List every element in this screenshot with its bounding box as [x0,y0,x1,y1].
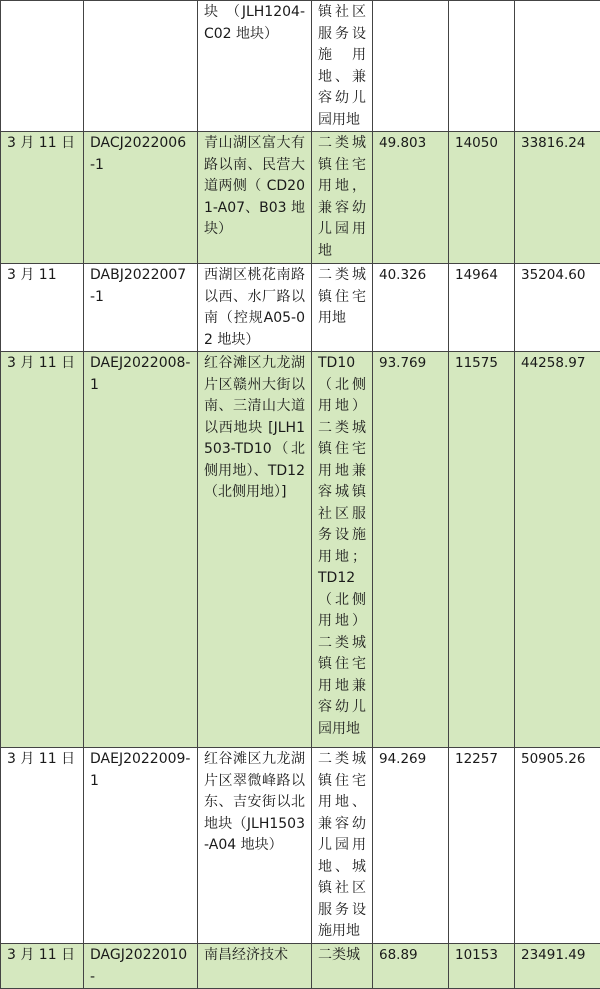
table-row [1,748,600,944]
area-cell: 49.803 [373,132,449,264]
location-cell: 红谷滩区九龙湖片区赣州大街以南、三清山大道以西地块 [JLH1503-TD10（北侧用地）、TD12（北侧用地）] [198,352,312,748]
location-cell: 红谷滩区九龙湖片区翠微峰路以东、吉安街以北地块（JLH1503-A04 地块） [198,748,312,944]
code-cell [84,1,198,132]
total-price-cell [515,1,600,132]
area-cell: 68.89 [373,944,449,989]
land-use-cell: 二类城 [312,944,373,989]
table-body [1,1,600,989]
unit-price-cell [449,1,515,132]
date-cell: 3 月 11 [1,264,84,352]
total-price-cell: 35204.60 [515,264,600,352]
date-cell [1,1,84,132]
table-row [1,352,600,748]
unit-price-cell: 11575 [449,352,515,748]
land-use-cell: 二类城镇住宅用地，兼容幼儿园用地 [312,132,373,264]
unit-price-cell: 14050 [449,132,515,264]
date-cell: 3 月 11 日 [1,748,84,944]
code-cell: DABJ2022007-1 [84,264,198,352]
land-use-cell: TD10 （北侧用地）二类城镇住宅用地兼容城镇社区服务设施用地；TD12 （北侧用地）二类城镇住宅用地兼容幼儿园用地 [312,352,373,748]
location-cell: 南昌经济技术 [198,944,312,989]
total-price-cell: 44258.97 [515,352,600,748]
area-cell: 94.269 [373,748,449,944]
code-cell: DAGJ2022010- [84,944,198,989]
unit-price-cell: 14964 [449,264,515,352]
area-cell [373,1,449,132]
unit-price-cell: 10153 [449,944,515,989]
location-cell: 块 （JLH1204-C02 地块） [198,1,312,132]
table-row [1,944,600,989]
date-cell: 3 月 11 日 [1,352,84,748]
code-cell: DACJ2022006-1 [84,132,198,264]
table-row [1,1,600,132]
date-cell: 3 月 11 日 [1,944,84,989]
total-price-cell: 33816.24 [515,132,600,264]
area-cell: 93.769 [373,352,449,748]
table-row [1,264,600,352]
unit-price-cell: 12257 [449,748,515,944]
code-cell: DAEJ2022008-1 [84,352,198,748]
location-cell: 青山湖区富大有路以南、民营大道两侧（ CD201-A07、B03 地块） [198,132,312,264]
total-price-cell: 50905.26 [515,748,600,944]
date-cell: 3 月 11 日 [1,132,84,264]
area-cell: 40.326 [373,264,449,352]
total-price-cell: 23491.49 [515,944,600,989]
land-use-cell: 二类城镇住宅用地、兼容幼儿园用地、城镇社区服务设施用地 [312,748,373,944]
land-use-cell: 二类城镇住宅用地 [312,264,373,352]
location-cell: 西湖区桃花南路以西、水厂路以南（控规A05-02 地块） [198,264,312,352]
table-row [1,132,600,264]
land-use-cell: 镇社区服务设施用地、兼容幼儿园用地 [312,1,373,132]
code-cell: DAEJ2022009-1 [84,748,198,944]
